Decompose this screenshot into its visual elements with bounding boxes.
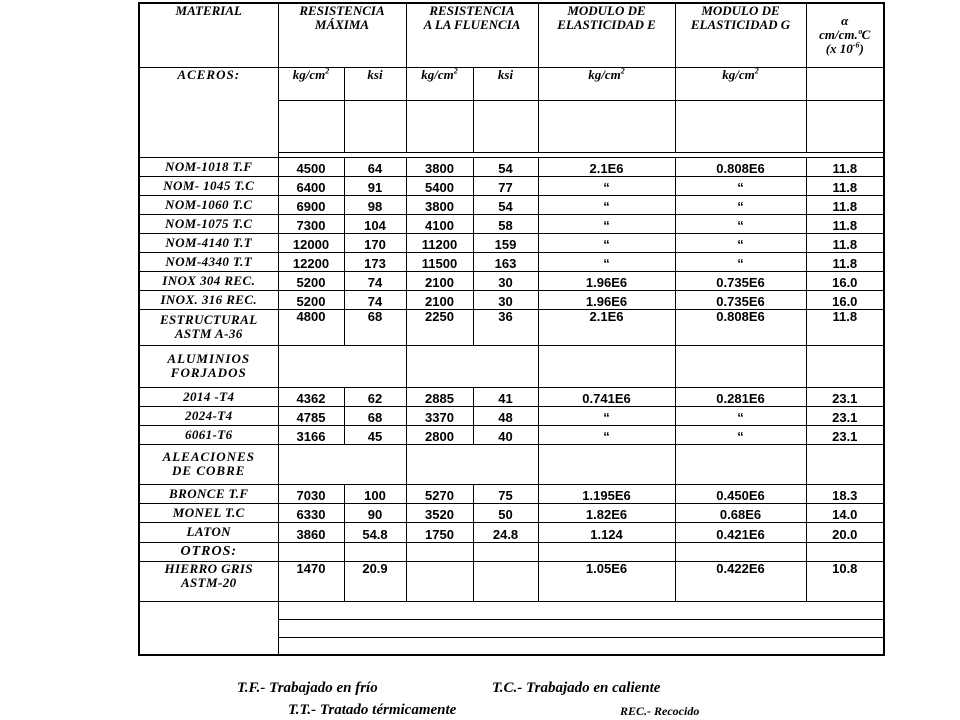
modulus-g-cell: 0.735E6	[675, 271, 806, 290]
material-name: 6061-T6	[139, 425, 278, 444]
units-row	[139, 67, 884, 100]
yield-kg-cell: 3800	[406, 195, 473, 214]
empty-cell	[278, 637, 884, 655]
empty-cell	[344, 100, 406, 152]
group-aluminios: ALUMINIOS FORJADOS	[139, 345, 278, 387]
empty-cell	[473, 542, 538, 561]
material-name: BRONCE T.F	[139, 484, 278, 503]
empty-cell	[344, 542, 406, 561]
empty-cell	[806, 345, 884, 387]
empty-cell	[278, 601, 884, 619]
yield-kg-cell	[406, 561, 473, 601]
alpha-cell: 23.1	[806, 406, 884, 425]
alpha-cell: 23.1	[806, 425, 884, 444]
max-ksi-cell: 90	[344, 503, 406, 522]
yield-ksi-cell: 30	[473, 290, 538, 309]
yield-ksi-cell: 50	[473, 503, 538, 522]
yield-ksi-cell: 36	[473, 309, 538, 345]
table-row	[139, 561, 884, 601]
group-aceros: ACEROS:	[139, 67, 278, 157]
modulus-e-cell: “	[538, 176, 675, 195]
empty-cell	[538, 345, 675, 387]
table-row	[139, 157, 884, 176]
yield-ksi-cell: 75	[473, 484, 538, 503]
header-max-strength	[278, 3, 406, 67]
header-yield-strength-line2: A LA FLUENCIA	[423, 17, 521, 32]
yield-kg-cell: 3370	[406, 406, 473, 425]
alpha-cell: 11.8	[806, 214, 884, 233]
material-name: INOX. 316 REC.	[139, 290, 278, 309]
yield-ksi-cell: 159	[473, 233, 538, 252]
modulus-e-cell: “	[538, 406, 675, 425]
empty-cell	[538, 100, 675, 152]
modulus-e-cell: 1.05E6	[538, 561, 675, 601]
unit-g-kgcm2: $kg/cm^2$	[675, 67, 806, 100]
unit-e-kgcm2: $kg/cm^2$	[538, 67, 675, 100]
modulus-e-cell: 2.1E6	[538, 157, 675, 176]
material-name: NOM-4340 T.T	[139, 252, 278, 271]
yield-ksi-cell: 48	[473, 406, 538, 425]
alpha-cell: 16.0	[806, 290, 884, 309]
header-modulus-e	[538, 3, 675, 67]
alpha-cell: 18.3	[806, 484, 884, 503]
max-kg-cell: 6900	[278, 195, 344, 214]
max-kg-cell: 1470	[278, 561, 344, 601]
header-max-strength-line2: MÁXIMA	[314, 17, 370, 32]
material-name: NOM-4140 T.T	[139, 233, 278, 252]
yield-ksi-cell: 163	[473, 252, 538, 271]
max-ksi-cell: 74	[344, 290, 406, 309]
yield-kg-cell: 11200	[406, 233, 473, 252]
modulus-e-cell: 0.741E6	[538, 387, 675, 406]
header-yield-strength	[406, 3, 538, 67]
max-kg-cell: 3860	[278, 522, 344, 542]
alpha-cell: 11.8	[806, 309, 884, 345]
table-row	[139, 252, 884, 271]
alpha-cell: 23.1	[806, 387, 884, 406]
modulus-g-cell: “	[675, 233, 806, 252]
unit-max-ksi: ksi	[344, 67, 406, 100]
yield-kg-cell: 4100	[406, 214, 473, 233]
empty-cell	[278, 345, 406, 387]
table-row	[139, 214, 884, 233]
yield-ksi-cell: 30	[473, 271, 538, 290]
empty-cell	[675, 345, 806, 387]
modulus-g-cell: 0.808E6	[675, 157, 806, 176]
header-row	[139, 3, 884, 67]
alpha-cell: 11.8	[806, 157, 884, 176]
empty-cell	[278, 444, 406, 484]
unit-yield-ksi: ksi	[473, 67, 538, 100]
max-ksi-cell: 68	[344, 309, 406, 345]
header-thermal-expansion	[806, 3, 884, 67]
yield-kg-cell: 2250	[406, 309, 473, 345]
legend-rec: REC.- Recocido	[620, 704, 700, 718]
max-kg-cell: 7030	[278, 484, 344, 503]
alpha-cell: 14.0	[806, 503, 884, 522]
material-name: HIERRO GRIS ASTM-20	[139, 561, 278, 601]
empty-cell	[406, 542, 473, 561]
modulus-g-cell: 0.421E6	[675, 522, 806, 542]
yield-ksi-cell: 40	[473, 425, 538, 444]
max-ksi-cell: 91	[344, 176, 406, 195]
empty-cell	[278, 542, 344, 561]
yield-kg-cell: 2100	[406, 290, 473, 309]
table-row	[139, 522, 884, 542]
group-row-otros	[139, 542, 884, 561]
material-name: ESTRUCTURAL ASTM A-36	[139, 309, 278, 345]
max-kg-cell: 12200	[278, 252, 344, 271]
modulus-g-cell: 0.735E6	[675, 290, 806, 309]
table-row	[139, 406, 884, 425]
header-material: MATERIAL	[139, 3, 278, 67]
yield-ksi-cell: 54	[473, 195, 538, 214]
material-name: INOX 304 REC.	[139, 271, 278, 290]
max-ksi-cell: 100	[344, 484, 406, 503]
header-modulus-g	[675, 3, 806, 67]
unit-alpha-empty	[806, 67, 884, 100]
modulus-e-cell: “	[538, 425, 675, 444]
max-kg-cell: 6330	[278, 503, 344, 522]
unit-max-kgcm2: $kg/cm^2$	[278, 67, 344, 100]
modulus-e-cell: 1.82E6	[538, 503, 675, 522]
empty-cell	[806, 542, 884, 561]
empty-cell	[675, 100, 806, 152]
alpha-symbol: α	[841, 13, 849, 29]
modulus-e-cell: “	[538, 252, 675, 271]
max-kg-cell: 12000	[278, 233, 344, 252]
modulus-e-cell: “	[538, 195, 675, 214]
material-name: NOM-1075 T.C	[139, 214, 278, 233]
table-row	[139, 309, 884, 345]
material-name: NOM-1018 T.F	[139, 157, 278, 176]
alpha-cell: 11.8	[806, 176, 884, 195]
modulus-g-cell: “	[675, 195, 806, 214]
modulus-e-cell: 1.195E6	[538, 484, 675, 503]
max-kg-cell: 6400	[278, 176, 344, 195]
header-max-strength-line1: RESISTENCIA	[299, 3, 385, 18]
table-row	[139, 176, 884, 195]
max-ksi-cell: 74	[344, 271, 406, 290]
material-name: LATON	[139, 522, 278, 542]
max-ksi-cell: 68	[344, 406, 406, 425]
alpha-cell: 10.8	[806, 561, 884, 601]
group-row-cobre	[139, 444, 884, 484]
empty-cell	[675, 444, 806, 484]
modulus-g-cell: 0.450E6	[675, 484, 806, 503]
empty-cell	[406, 345, 538, 387]
modulus-g-cell: “	[675, 176, 806, 195]
group-cobre: ALEACIONES DE COBRE	[139, 444, 278, 484]
yield-kg-cell: 5270	[406, 484, 473, 503]
max-ksi-cell: 64	[344, 157, 406, 176]
alpha-factor: (x $10^{-6}$)	[825, 40, 864, 57]
empty-cell	[278, 100, 344, 152]
yield-kg-cell: 3800	[406, 157, 473, 176]
empty-cell	[473, 100, 538, 152]
alpha-cell: 11.8	[806, 233, 884, 252]
alpha-units: cm/cm.ºC	[819, 27, 871, 43]
material-name: NOM- 1045 T.C	[139, 176, 278, 195]
max-kg-cell: 3166	[278, 425, 344, 444]
empty-cell	[675, 542, 806, 561]
modulus-e-cell: “	[538, 233, 675, 252]
max-ksi-cell: 104	[344, 214, 406, 233]
legend-tc: T.C.- Trabajado en caliente	[492, 680, 661, 696]
alpha-cell: 11.8	[806, 195, 884, 214]
header-modulus-g-line1: MODULO DE	[701, 3, 780, 18]
modulus-g-cell: “	[675, 406, 806, 425]
modulus-g-cell: “	[675, 425, 806, 444]
material-name: NOM-1060 T.C	[139, 195, 278, 214]
table-row	[139, 290, 884, 309]
empty-cell	[806, 444, 884, 484]
modulus-e-cell: 1.96E6	[538, 271, 675, 290]
modulus-g-cell: “	[675, 214, 806, 233]
group-row-aluminios	[139, 345, 884, 387]
modulus-g-cell: 0.68E6	[675, 503, 806, 522]
yield-kg-cell: 5400	[406, 176, 473, 195]
alpha-cell: 11.8	[806, 252, 884, 271]
max-ksi-cell: 173	[344, 252, 406, 271]
material-name: MONEL T.C	[139, 503, 278, 522]
empty-cell	[406, 100, 473, 152]
max-kg-cell: 7300	[278, 214, 344, 233]
modulus-g-cell: 0.422E6	[675, 561, 806, 601]
legend-tf: T.F.- Trabajado en frío	[237, 680, 378, 696]
table-row	[139, 425, 884, 444]
max-ksi-cell: 54.8	[344, 522, 406, 542]
yield-kg-cell: 2885	[406, 387, 473, 406]
max-ksi-cell: 20.9	[344, 561, 406, 601]
table-row	[139, 503, 884, 522]
table-row	[139, 387, 884, 406]
group-otros: OTROS:	[139, 542, 278, 561]
max-kg-cell: 4800	[278, 309, 344, 345]
yield-ksi-cell: 24.8	[473, 522, 538, 542]
empty-cell	[406, 444, 538, 484]
yield-ksi-cell	[473, 561, 538, 601]
unit-yield-kgcm2: $kg/cm^2$	[406, 67, 473, 100]
yield-ksi-cell: 41	[473, 387, 538, 406]
max-kg-cell: 4362	[278, 387, 344, 406]
empty-cell	[538, 444, 675, 484]
max-kg-cell: 5200	[278, 271, 344, 290]
yield-kg-cell: 3520	[406, 503, 473, 522]
max-kg-cell: 4785	[278, 406, 344, 425]
yield-kg-cell: 1750	[406, 522, 473, 542]
max-ksi-cell: 170	[344, 233, 406, 252]
table-row	[139, 271, 884, 290]
table-row	[139, 195, 884, 214]
table-row	[139, 233, 884, 252]
modulus-g-cell: “	[675, 252, 806, 271]
modulus-e-cell: “	[538, 214, 675, 233]
header-modulus-e-line2: ELASTICIDAD E	[557, 17, 656, 32]
alpha-cell: 20.0	[806, 522, 884, 542]
table-row	[139, 484, 884, 503]
empty-cell	[806, 100, 884, 152]
yield-kg-cell: 2800	[406, 425, 473, 444]
material-name: 2014 -T4	[139, 387, 278, 406]
empty-cell	[139, 601, 278, 655]
max-ksi-cell: 62	[344, 387, 406, 406]
legend-tt: T.T.- Tratado térmicamente	[288, 702, 457, 718]
max-kg-cell: 5200	[278, 290, 344, 309]
modulus-g-cell: 0.281E6	[675, 387, 806, 406]
modulus-e-cell: 1.124	[538, 522, 675, 542]
yield-ksi-cell: 58	[473, 214, 538, 233]
modulus-e-cell: 2.1E6	[538, 309, 675, 345]
modulus-g-cell: 0.808E6	[675, 309, 806, 345]
material-name: 2024-T4	[139, 406, 278, 425]
empty-cell	[538, 542, 675, 561]
modulus-e-cell: 1.96E6	[538, 290, 675, 309]
max-kg-cell: 4500	[278, 157, 344, 176]
alpha-cell: 16.0	[806, 271, 884, 290]
yield-kg-cell: 11500	[406, 252, 473, 271]
header-yield-strength-line1: RESISTENCIA	[429, 3, 515, 18]
yield-ksi-cell: 54	[473, 157, 538, 176]
yield-ksi-cell: 77	[473, 176, 538, 195]
blank-row	[139, 601, 884, 619]
yield-kg-cell: 2100	[406, 271, 473, 290]
header-modulus-g-line2: ELASTICIDAD G	[690, 17, 791, 32]
material-properties-table	[138, 2, 885, 656]
empty-cell	[278, 619, 884, 637]
header-modulus-e-line1: MODULO DE	[567, 3, 646, 18]
max-ksi-cell: 98	[344, 195, 406, 214]
max-ksi-cell: 45	[344, 425, 406, 444]
